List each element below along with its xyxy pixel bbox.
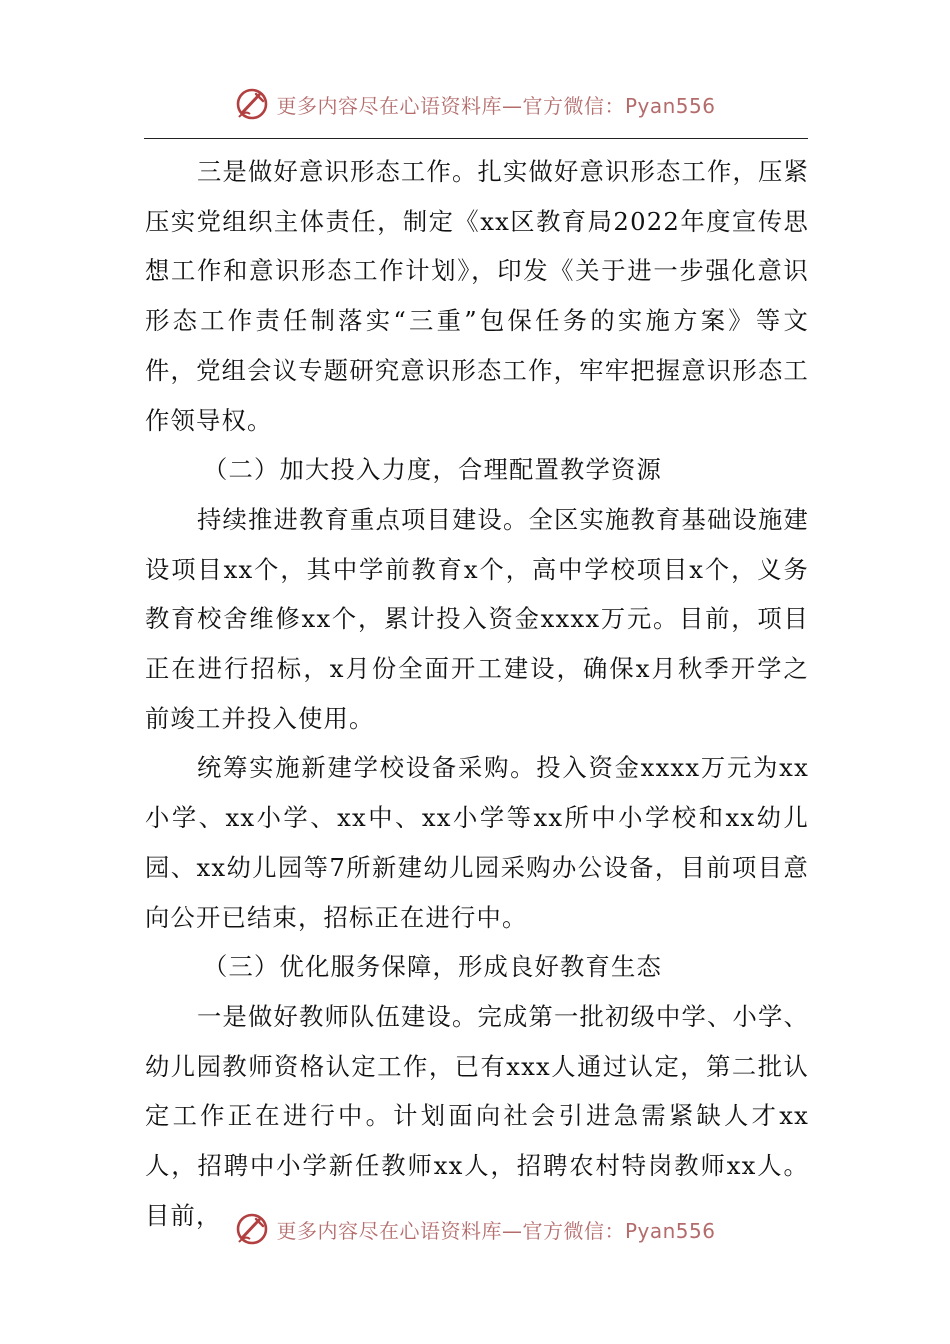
- header-divider: [144, 138, 808, 139]
- paragraph-teacher-team: 一是做好教师队伍建设。完成第一批初级中学、小学、幼儿园教师资格认定工作，已有xxx人通过认定，第二批认定工作正在进行中。计划面向社会引进急需紧缺人才xx人，招聘中小学新任教师xx人，招聘农村特岗教师xx人。目前，: [145, 1001, 809, 1230]
- paragraph-equipment-procurement: 统筹实施新建学校设备采购。投入资金xxxx万元为xx小学、xx小学、xx中、xx小学等xx所中小学校和xx幼儿园、xx幼儿园等7所新建幼儿园采购办公设备，目前项目意向公开已结束，招标正在进行中。: [145, 753, 809, 932]
- section-heading-2: （二）加大投入力度，合理配置教学资源: [203, 455, 662, 485]
- paragraph-ideology-work: 三是做好意识形态工作。扎实做好意识形态工作，压紧压实党组织主体责任，制定《xx区教育局2022年度宣传思想工作和意识形态工作计划》，印发《关于进一步强化意识形态工作责任制落实“三重”包保任务的实施方案》等文件，党组会议专题研究意识形态工作，牢牢把握意识形态工作领导权。: [145, 157, 809, 435]
- pen-logo-icon: [234, 1211, 270, 1247]
- watermark-text: 更多内容尽在心语资料库—官方微信：Pyan556: [276, 1218, 716, 1243]
- header-watermark: [0, 84, 950, 124]
- paragraph-key-projects: 持续推进教育重点项目建设。全区实施教育基础设施建设项目xx个，其中学前教育x个，高中学校项目x个，义务教育校舍维修xx个，累计投入资金xxxx万元。目前，项目正在进行招标，x月份全面开工建设，确保x月秋季开学之前竣工并投入使用。: [145, 504, 809, 733]
- footer-watermark: [0, 1209, 950, 1249]
- document-body: [145, 147, 809, 1240]
- watermark-text: 更多内容尽在心语资料库—官方微信：Pyan556: [276, 93, 716, 118]
- section-heading-3: （三）优化服务保障，形成良好教育生态: [203, 952, 662, 982]
- pen-logo-icon: [234, 86, 270, 122]
